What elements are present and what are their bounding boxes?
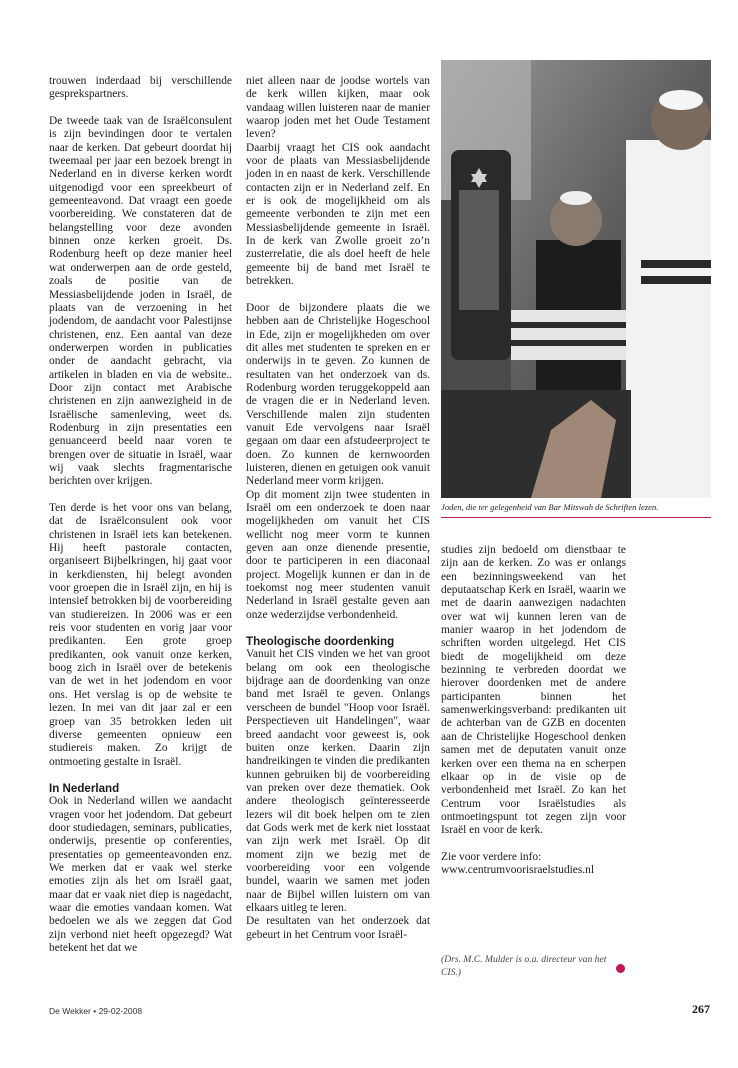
- photo-caption: Joden, die ter gelegenheid van Bar Mitswah de Schriften lezen.: [441, 502, 711, 518]
- section-heading-theologische-doordenking: Theologische doordenking: [246, 635, 395, 649]
- section-heading-nederland: In Nederland: [49, 781, 120, 795]
- text-column-1: [49, 75, 232, 955]
- paragraph: De resultaten van het onderzoek dat gebeurt in het Centrum voor Israël-: [246, 915, 430, 941]
- paragraph: studies zijn bedoeld om dienstbaar te zijn aan de kerken. Zo was er onlangs een bezinningsweekend van het deputaatschap Kerk en Israël, waarin we met de daarin aanwezigen nadachten over wat wij kunnen leren van de manier waarop in het jodendom de schriften worden uitgelegd. Het CIS biedt de mogelijkheid om deze bezinning te verbreden doordat we hierover doordenken met de andere participanten binnen het samenwerkingsverband: predikanten uit de achterban van de GZB en docenten aan de Christelijke Hogeschool denken samen met de deputaten vanuit onze kerken over een thema na en scherpen elkaar op in de visie op de verbondenheid met Israël. Zo kan het Centrum voor Israëlstudies als ontmoetingspunt tot zegen zijn voor Israël en voor de kerk.: [441, 544, 626, 837]
- footer-publication: De Wekker • 29-02-2008: [49, 1006, 143, 1016]
- text-column-2: [246, 75, 430, 942]
- page-number: 267: [692, 1002, 710, 1016]
- paragraph: De tweede taak van de Israëlconsulent is zijn bevindingen door te vertalen naar de kerken. Dat gebeurt doordat hij tweemaal per jaar een bezoek brengt in Nederland en in diverse kerken wordt uitgenodigd voor een spreekbeurt of gemeenteavond. Dat vraagt een goede voorbereiding. We constateren dat de belangstelling voor deze avonden binnen onze kerken groeit. Ds. Rodenburg heeft op deze manier heel wat onderwerpen aan de orde gesteld, zoals de positie van de Messiasbelijdende joden in Israël, de plaats van de verzoening in het jodendom, de aandacht voor Palestijnse christenen, enz. Een aantal van deze onderwerpen worden in publicaties onder de aandacht gebracht, via artikelen in bladen en via de website.. Door zijn contact met Arabische christenen en zijn aanwezigheid in de Israëlische samenleving, weet ds. Rodenburg in zijn presentaties een genuanceerd beeld naar voren te brengen over de situatie in Israël, waar wij vaak slechts fragmentarische berichten over krijgen.: [49, 115, 232, 488]
- photo-illustration: [441, 60, 711, 498]
- website-link[interactable]: www.centrumvoorisraelstudies.nl: [441, 864, 594, 877]
- paragraph: Vanuit het CIS vinden we het van groot belang om ook een theologische bijdrage aan de doordenking van onze band met Israël te geven. Onlangs verscheen de bundel "Hoop voor Israël. Perspectieven uit Handelingen", waar breed aandacht voor geweest is, ook buiten onze kerken. Daarin zijn handreikingen te vinden die predikanten kunnen gebruiken bij de voorbereiding van preken over deze thematiek. Ook andere theologisch geïnteresseerde lezers wil dit boek helpen om te zien dat Gods werk met de kerk niet losstaat van zijn werk met Israël. Op dit moment zijn we bezig met de voorbereiding voor een volgende bundel, waarin we samen met joden naar de Bijbel willen luistern om van elkaars uitleg te leren.: [246, 648, 430, 914]
- end-bullet-icon: [616, 964, 625, 973]
- author-byline: (Drs. M.C. Mulder is o.a. directeur van het CIS.): [441, 954, 607, 978]
- paragraph: Ten derde is het voor ons van belang, dat de Israëlconsulent ook voor christenen in Israël iets kan betekenen. Hij heeft pastorale contacten, organiseert Bijbelkringen, hij gaat voor in kerkdiensten, hij belegt avonden voor groepen die in Israël zijn, en hij is intensief betrokken bij de voorbereiding van studiereizen. In 2006 was er een reis voor studenten en vorig jaar voor predikanten. Een grote groep predikanten, ook vanuit onze kerken, boog zich in Israël over de betekenis van de wet in het jodendom en voor ons. Het verslag is op de website te lezen. In mei van dit jaar zal er een groep van 35 betrokken leden uit diverse gemeenten opnieuw een studiereis maken. Zo krijgt de ontmoeting gestalte in Israël.: [49, 502, 232, 768]
- paragraph: niet alleen naar de joodse wortels van de kerk willen kijken, maar ook vandaag willen luisteren naar de manier waarop joden met het Oude Testament leven?: [246, 75, 430, 141]
- paragraph: Daarbij vraagt het CIS ook aandacht voor de plaats van Messiasbelijdende joden in en naast de kerk. Verschillende contacten zijn er in Nederland zelf. En er is ook de mogelijkheid om als gemeente verbonden te zijn met een Messiasbelijdende gemeente in Israël. In de kerk van Zwolle groeit zo’n zusterrelatie, die als doel heeft de hele gemeente bij de band met Israël te betrekken.: [246, 141, 430, 288]
- paragraph: Ook in Nederland willen we aandacht vragen voor het jodendom. Dat gebeurt door studiedagen, seminars, publicaties, onderwijs, presentie op conferenties, presentaties op gemeenteavonden enz. We merken dat er vaak wel sterke emoties zijn als het om Israël gaat, maar dat er vaak niet diep is nagedacht, waar die emoties vandaan komen. Wat bedoelen we als we zeggen dat God zijn verbond niet heeft opgezegd? Wat betekent het dat we: [49, 795, 232, 954]
- paragraph: Zie voor verdere info:: [441, 850, 542, 863]
- paragraph: trouwen inderdaad bij verschillende gesprekspartners.: [49, 75, 232, 101]
- paragraph: Op dit moment zijn twee studenten in Israël om een onderzoek te doen naar mogelijkheden om vanuit het CIS wellicht nog meer vorm te kunnen geven aan onze dienende presentie, door te participeren in een diaconaal project. Mogelijk kunnen er dan in de toekomst nog meer studenten vanuit Nederland in Israël gestalte geven aan onze wederzijdse verbondenheid.: [246, 488, 430, 621]
- photo-bar-mitzvah: [441, 60, 711, 498]
- paragraph: Door de bijzondere plaats die we hebben aan de Christelijke Hogeschool in Ede, zijn er mogelijkheden om over dit alles met studenten te spreken en er onderwijs in te geven. Zo kunnen de resultaten van het onderzoek van ds. Rodenburg worden teruggekoppeld aan de vragen die er in Nederland leven. Verschillende malen zijn studenten vanuit Ede vervolgens naar Israël gegaan om daar een afstudeerproject te doen. Zo kunnen de kernwoorden luisteren, dienen en getuigen ook vanuit Nederland meer vorm krijgen.: [246, 301, 430, 488]
- text-column-3: [441, 544, 626, 878]
